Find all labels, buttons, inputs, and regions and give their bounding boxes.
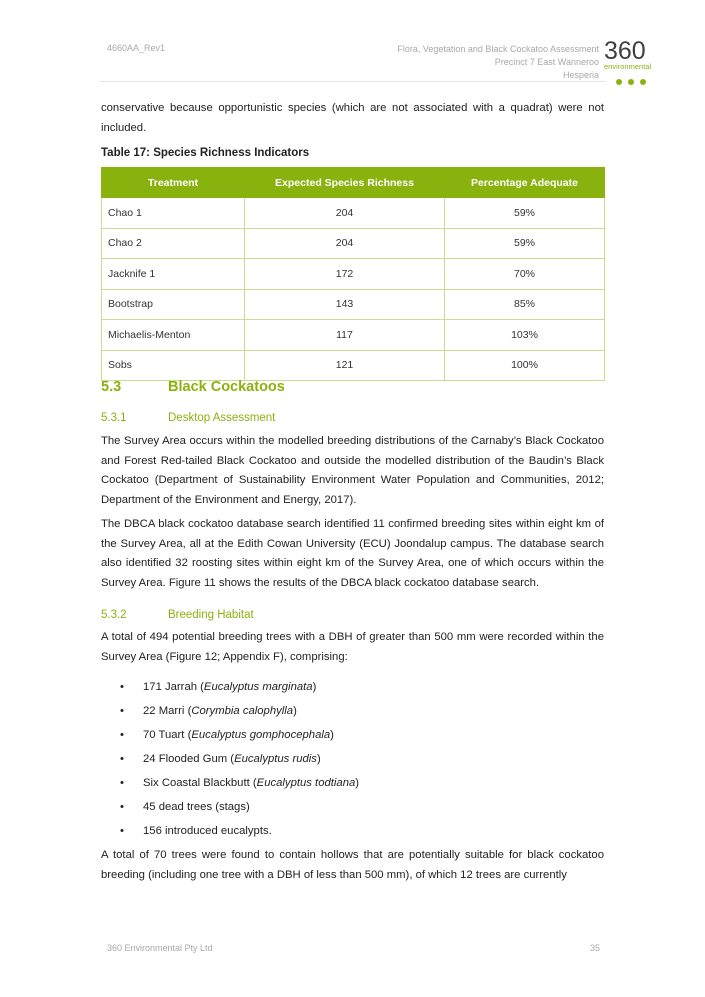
footer-page-number: 35 bbox=[590, 943, 601, 953]
list-item-text: 171 Jarrah ( bbox=[143, 681, 204, 693]
list-item-suffix: ) bbox=[293, 705, 297, 717]
table-row bbox=[102, 259, 605, 290]
cell-treatment: Sobs bbox=[102, 350, 245, 381]
table-row bbox=[102, 289, 605, 320]
table-header-row bbox=[102, 168, 605, 198]
header-doc-code: 4660AA_Rev1 bbox=[107, 43, 166, 53]
bullet-icon: • bbox=[120, 705, 124, 717]
table-row bbox=[102, 320, 605, 351]
logo-dots bbox=[604, 72, 670, 90]
cell-treatment: Chao 1 bbox=[102, 198, 245, 229]
cell-expected: 117 bbox=[245, 320, 445, 351]
subsection-heading-desktop bbox=[101, 412, 275, 424]
subsection-number: 5.3.1 bbox=[101, 412, 127, 424]
list-item-text: Six Coastal Blackbutt ( bbox=[143, 777, 257, 789]
company-logo bbox=[604, 37, 670, 84]
list-item-suffix: ) bbox=[355, 777, 360, 789]
intro-paragraph: conservative because opportunistic species (which are not associated with a quadrat) were not included. bbox=[101, 102, 604, 134]
list-item bbox=[101, 675, 604, 699]
cell-treatment: Chao 2 bbox=[102, 228, 245, 259]
list-item bbox=[101, 795, 604, 819]
list-item-text: 156 introduced eucalypts. bbox=[143, 825, 272, 837]
list-item-suffix: ) bbox=[330, 729, 334, 741]
list-item-suffix: ) bbox=[316, 753, 321, 765]
section-heading bbox=[101, 379, 285, 395]
bullet-icon: • bbox=[120, 681, 124, 693]
table-row bbox=[102, 228, 605, 259]
bullet-icon: • bbox=[120, 777, 124, 789]
cell-percentage: 85% bbox=[445, 289, 605, 320]
species-richness-table bbox=[101, 167, 605, 381]
list-item-text: 70 Tuart ( bbox=[143, 729, 192, 741]
list-item bbox=[101, 771, 604, 795]
list-item-text: 45 dead trees (stags) bbox=[143, 801, 250, 813]
header-title-line-1: Flora, Vegetation and Black Cockatoo Assessment bbox=[397, 44, 599, 54]
header-divider bbox=[100, 81, 606, 82]
logo-dot-icon bbox=[616, 79, 622, 85]
bullet-icon: • bbox=[120, 753, 124, 765]
list-item-species: Eucalyptus gomphocephala bbox=[191, 729, 331, 741]
logo-dot-icon bbox=[628, 79, 634, 85]
cell-treatment: Jacknife 1 bbox=[102, 259, 245, 290]
bullet-icon: • bbox=[120, 825, 124, 837]
list-item bbox=[101, 819, 604, 843]
column-header-percentage: Percentage Adequate bbox=[445, 168, 605, 198]
list-item-species: Eucalyptus marginata bbox=[203, 681, 313, 693]
cell-treatment: Michaelis-Menton bbox=[102, 320, 245, 351]
cell-expected: 204 bbox=[245, 198, 445, 229]
cell-percentage: 103% bbox=[445, 320, 605, 351]
section-title: Black Cockatoos bbox=[168, 379, 285, 395]
list-item bbox=[101, 699, 604, 723]
cell-expected: 172 bbox=[245, 259, 445, 290]
subsection-heading-breeding bbox=[101, 609, 254, 621]
bullet-icon: • bbox=[120, 729, 124, 741]
breeding-paragraph-2: A total of 70 trees were found to contain hollows that are potentially suitable for black cockatoo breeding (including one tree with a DBH of less than 500 mm), of which 12 trees are currently bbox=[101, 849, 604, 881]
list-item-species: Eucalyptus todtiana bbox=[256, 777, 356, 789]
cell-expected: 204 bbox=[245, 228, 445, 259]
cell-treatment: Bootstrap bbox=[102, 289, 245, 320]
cell-percentage: 100% bbox=[445, 350, 605, 381]
breeding-tree-list bbox=[101, 675, 604, 843]
table-row bbox=[102, 350, 605, 381]
cell-expected: 143 bbox=[245, 289, 445, 320]
section-number: 5.3 bbox=[101, 379, 122, 395]
list-item-species: Corymbia calophylla bbox=[191, 705, 294, 717]
table-caption: Table 17: Species Richness Indicators bbox=[101, 147, 310, 159]
subsection-number: 5.3.2 bbox=[101, 609, 127, 621]
subsection-title: Breeding Habitat bbox=[168, 609, 254, 621]
list-item-text: 22 Marri ( bbox=[143, 705, 192, 717]
cell-percentage: 70% bbox=[445, 259, 605, 290]
list-item bbox=[101, 747, 604, 771]
list-item bbox=[101, 723, 604, 747]
header-title-line-2: Precinct 7 East Wanneroo bbox=[494, 57, 599, 67]
desktop-paragraph-2: The DBCA black cockatoo database search identified 11 confirmed breeding sites within eight km of the Survey Area, all at the Edith Cowan University (ECU) Joondalup campus. The database search also identified 32 roosting sites within eight km of the Survey Area, one of which occurs within the Survey Area. Figure 11 shows the results of the DBCA black cockatoo database search. bbox=[101, 518, 604, 589]
logo-dot-icon bbox=[640, 79, 646, 85]
column-header-treatment: Treatment bbox=[102, 168, 245, 198]
cell-expected: 121 bbox=[245, 350, 445, 381]
list-item-text: 24 Flooded Gum ( bbox=[143, 753, 235, 765]
bullet-icon: • bbox=[120, 801, 124, 813]
subsection-title: Desktop Assessment bbox=[168, 412, 276, 424]
column-header-expected: Expected Species Richness bbox=[245, 168, 445, 198]
logo-number: 360 bbox=[604, 37, 646, 65]
header-title-block bbox=[397, 43, 599, 82]
footer-company: 360 Environmental Pty Ltd bbox=[107, 943, 213, 953]
breeding-paragraph-1: A total of 494 potential breeding trees with a DBH of greater than 500 mm were recorded within the Survey Area (Figure 12; Appendix F), comprising: bbox=[101, 631, 604, 663]
table-row bbox=[102, 198, 605, 229]
list-item-suffix: ) bbox=[312, 681, 317, 693]
cell-percentage: 59% bbox=[445, 198, 605, 229]
logo-word: environmental bbox=[604, 62, 652, 71]
desktop-paragraph-1: The Survey Area occurs within the modelled breeding distributions of the Carnaby’s Black Cockatoo and Forest Red-tailed Black Cockatoo and outside the modelled distribution of the Baudin’s Black Cockatoo (Department of Sustainability Environment Water Population and Communities, 2012; Department of the Environment and Energy, 2017). bbox=[101, 435, 604, 506]
header-title-line-3: Hesperia bbox=[562, 70, 599, 80]
list-item-species: Eucalyptus rudis bbox=[234, 753, 317, 765]
cell-percentage: 59% bbox=[445, 228, 605, 259]
